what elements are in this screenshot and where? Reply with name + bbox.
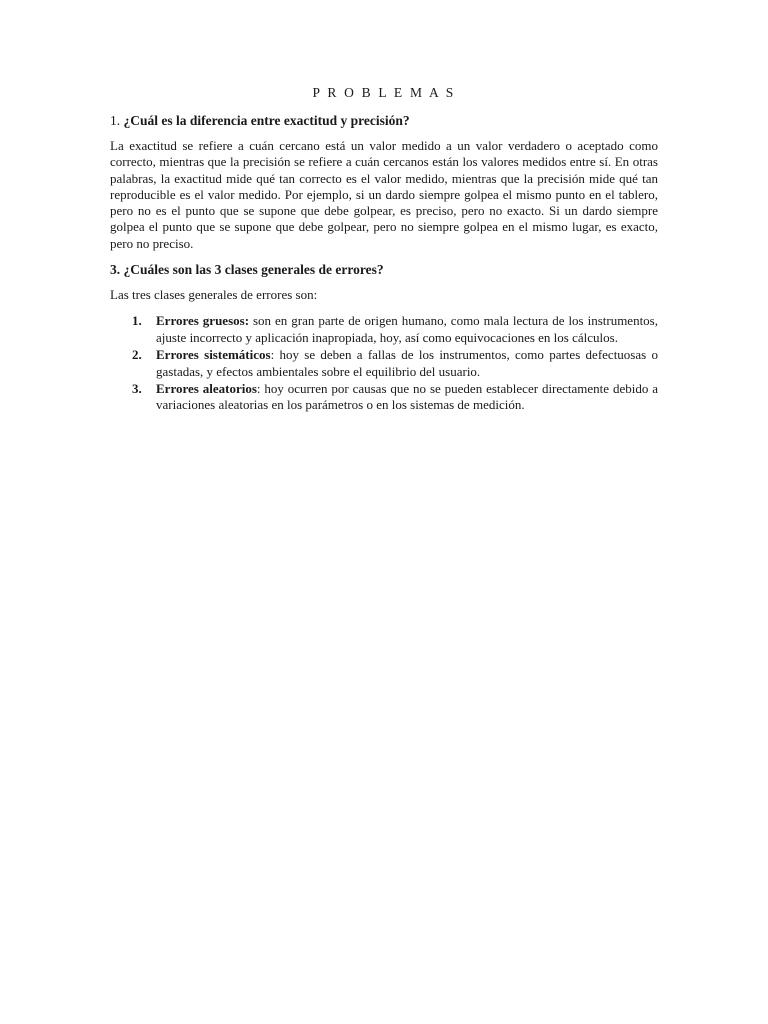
list-item-number: 1.: [132, 313, 142, 329]
list-item: [110, 381, 658, 415]
question-3-text: 3. ¿Cuáles son las 3 clases generales de errores?: [110, 262, 384, 278]
answer-3-intro: Las tres clases generales de errores son:: [110, 287, 318, 303]
question-1-text: ¿Cuál es la diferencia entre exactitud y precisión?: [123, 113, 410, 128]
list-item-term: Errores aleatorios: [156, 380, 257, 396]
question-1-heading: [110, 112, 658, 130]
list-item: [110, 347, 658, 381]
list-item-description: : hoy ocurren por causas que no se pueden establecer directamente debido a variaciones aleatorias en los parámetros o en los sistemas de medición.: [156, 380, 658, 413]
answer-1-paragraph: La exactitud se refiere a cuán cercano está un valor medido a un valor verdadero o aceptado como correcto, mientras que la precisión se refiere a cuán cercanos están los valores medidos entre sí. En otras palabras, la exactitud mide qué tan correcto es el valor medido, mientras que la precisión mide qué tan reproducible es el valor medido. Por ejemplo, si un dardo siempre golpea el mismo punto en el tablero, pero no es el punto que se supone que debe golpear, es preciso, pero no exacto. Si un dardo siempre golpea el punto que se supone que debe golpear, pero no siempre golpea en el mismo lugar, es exacto, pero no preciso.: [110, 138, 658, 251]
question-3-heading: [110, 261, 658, 279]
list-item-description: son en gran parte de origen humano, como mala lectura de los instrumentos, ajuste incorrecto y aplicación inapropiada, hoy, así como equivocaciones en los cálculos.: [156, 313, 658, 346]
list-item-term: Errores gruesos:: [156, 313, 250, 329]
list-item: [110, 313, 658, 347]
list-item-number: 2.: [132, 346, 142, 362]
document-title: P R O B L E M A S: [312, 85, 456, 100]
list-item-description: : hoy se deben a fallas de los instrumentos, como partes defectuosas o gastadas, y efectos ambientales sobre el equilibrio del usuario.: [156, 346, 658, 379]
list-item-number: 3.: [132, 380, 142, 396]
error-classes-list: [110, 313, 658, 414]
list-item-term: Errores sistemáticos: [156, 346, 271, 362]
document-page: [110, 84, 658, 414]
question-1-number: 1.: [110, 113, 121, 128]
